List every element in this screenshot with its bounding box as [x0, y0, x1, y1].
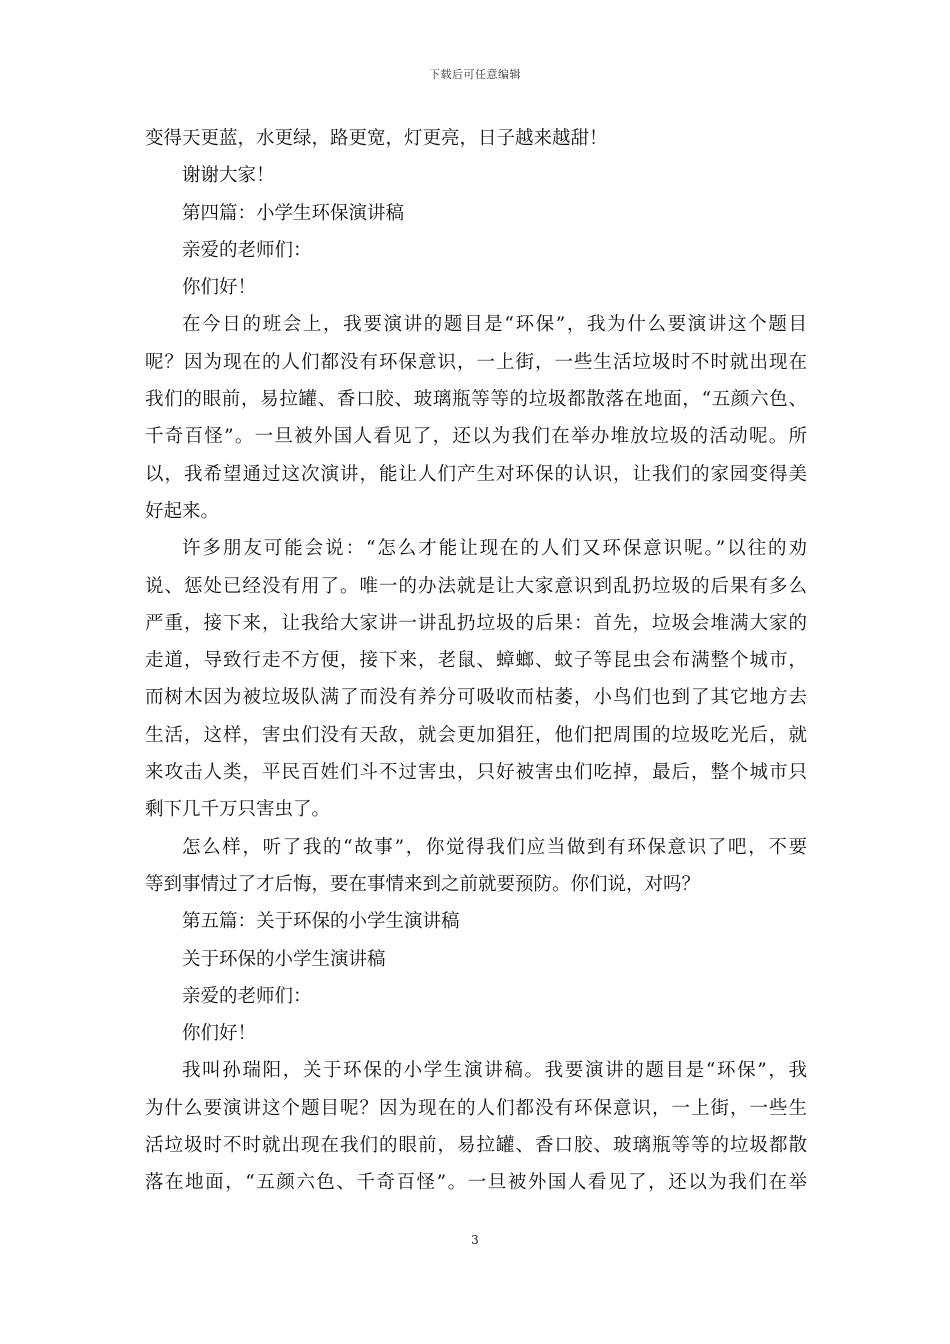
text-line: 严重，接下来，让我给大家讲一讲乱扔垃圾的后果：首先，垃圾会堆满大家的: [145, 612, 807, 634]
text-line: 呢？因为现在的人们都没有环保意识，一上街，一些生活垃圾时不时就出现在: [145, 351, 807, 373]
text-line: 为什么要演讲这个题目呢？因为现在的人们都没有环保意识，一上街，一些生: [145, 1097, 807, 1119]
text-line: 落在地面，“五颜六色、千奇百怪”。一旦被外国人看见了，还以为我们在举: [145, 1172, 807, 1194]
page-number: 3: [471, 1233, 479, 1247]
text-line: 许多朋友可能会说：“怎么才能让现在的人们又环保意识呢。”以往的劝: [182, 538, 807, 560]
text-line: 剩下几千万只害虫了。: [145, 799, 331, 821]
document-body: [145, 120, 807, 1202]
text-line: 你们好！: [182, 277, 257, 299]
text-line: 在今日的班会上，我要演讲的题目是“环保”，我为什么要演讲这个题目: [182, 314, 807, 336]
text-line: 你们好！: [182, 1023, 257, 1045]
text-line: 以，我希望通过这次演讲，能让人们产生对环保的认识，让我们的家园变得美: [145, 463, 807, 485]
text-line: 怎么样，听了我的“故事”，你觉得我们应当做到有环保意识了吧，不要: [182, 836, 807, 858]
text-line: 千奇百怪”。一旦被外国人看见了，还以为我们在举办堆放垃圾的活动呢。所: [145, 426, 807, 448]
text-line: 生活，这样，害虫们没有天敌，就会更加猖狂，他们把周围的垃圾吃光后，就: [145, 724, 807, 746]
page-header: 下载后可任意编辑: [429, 68, 521, 81]
text-line: 第四篇：小学生环保演讲稿: [182, 202, 405, 224]
text-line: 活垃圾时不时就出现在我们的眼前，易拉罐、香口胶、玻璃瓶等等的垃圾都散: [145, 1135, 807, 1157]
text-line: 亲爱的老师们：: [182, 239, 312, 261]
text-line: 第五篇：关于环保的小学生演讲稿: [182, 911, 460, 933]
text-line: 等到事情过了才后悔，要在事情来到之前就要预防。你们说，对吗？: [145, 873, 701, 895]
text-line: 说、惩处已经没有用了。唯一的办法就是让大家意识到乱扔垃圾的后果有多么: [145, 575, 807, 597]
text-line: 我们的眼前，易拉罐、香口胶、玻璃瓶等等的垃圾都散落在地面，“五颜六色、: [145, 389, 807, 411]
text-line: 走道，导致行走不方便，接下来，老鼠、蟑螂、蚊子等昆虫会布满整个城市，: [145, 650, 807, 672]
text-line: 好起来。: [145, 500, 220, 522]
text-line: 亲爱的老师们：: [182, 985, 312, 1007]
text-line: 我叫孙瑞阳，关于环保的小学生演讲稿。我要演讲的题目是“环保”，我: [182, 1060, 807, 1082]
text-line: 而树木因为被垃圾队满了而没有养分可吸收而枯萎，小鸟们也到了其它地方去: [145, 687, 807, 709]
text-line: 谢谢大家！: [182, 165, 275, 187]
text-line: 关于环保的小学生演讲稿: [182, 948, 386, 970]
text-line: 来攻击人类，平民百姓们斗不过害虫，只好被害虫们吃掉，最后，整个城市只: [145, 762, 807, 784]
text-line: 变得天更蓝，水更绿，路更宽，灯更亮，日子越来越甜！: [145, 128, 608, 149]
